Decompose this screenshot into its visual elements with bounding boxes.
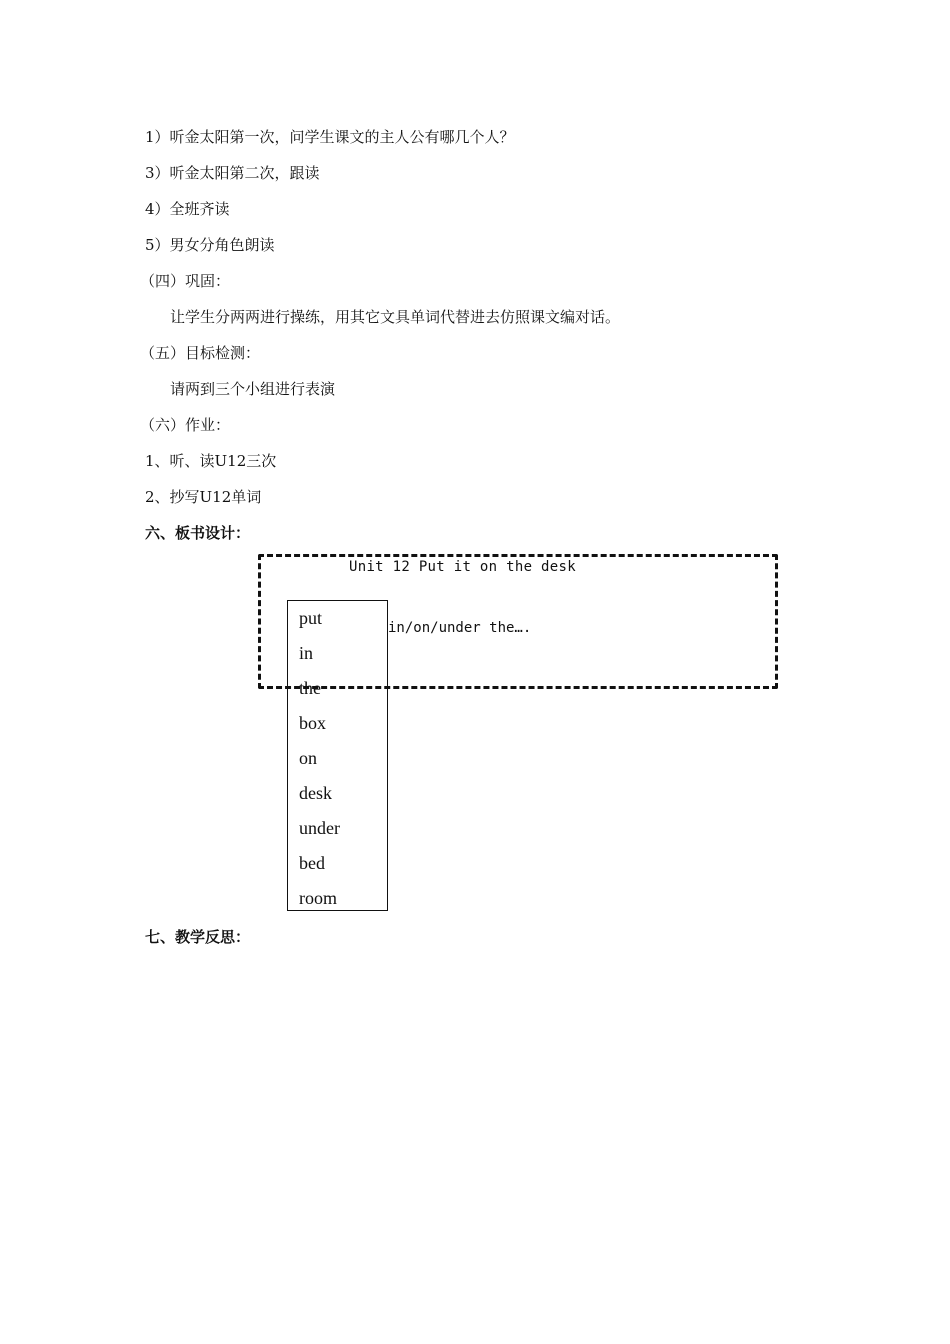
vocab-word: room [299,888,337,908]
homework-item-1: 1、听、读U12三次 [145,452,277,470]
vocab-word: the [299,678,321,698]
section-target-check: （五）目标检测： [140,344,261,362]
target-check-text: 请两到三个小组进行表演 [170,380,336,398]
section-consolidation: （四）巩固： [140,272,231,290]
step-listen-first: 1）听金太阳第一次，问学生课文的主人公有哪几个人？ [145,128,515,146]
vocab-word: put [299,608,323,628]
heading-reflection: 七、教学反思： [145,928,251,946]
step-class-read: 4）全班齐读 [145,200,230,218]
section-homework: （六）作业： [140,416,231,434]
step-listen-second: 3）听金太阳第二次，跟读 [145,164,320,182]
homework-item-2: 2、抄写U12单词 [145,488,262,506]
vocab-word: on [299,748,317,768]
heading-board-design: 六、板书设计： [145,524,251,542]
vocab-word: bed [299,853,325,873]
vocab-word: desk [299,783,332,803]
vocab-word: under [299,818,340,838]
step-role-read: 5）男女分角色朗读 [145,236,275,254]
vocab-word: in [299,643,314,663]
vocab-word: box [299,713,326,733]
board-title: Unit 12 Put it on the desk [349,559,576,575]
consolidation-text: 让学生分两两进行操练，用其它文具单词代替进去仿照课文编对话。 [170,308,621,326]
board-phrase: in/on/under the…. [388,620,532,636]
